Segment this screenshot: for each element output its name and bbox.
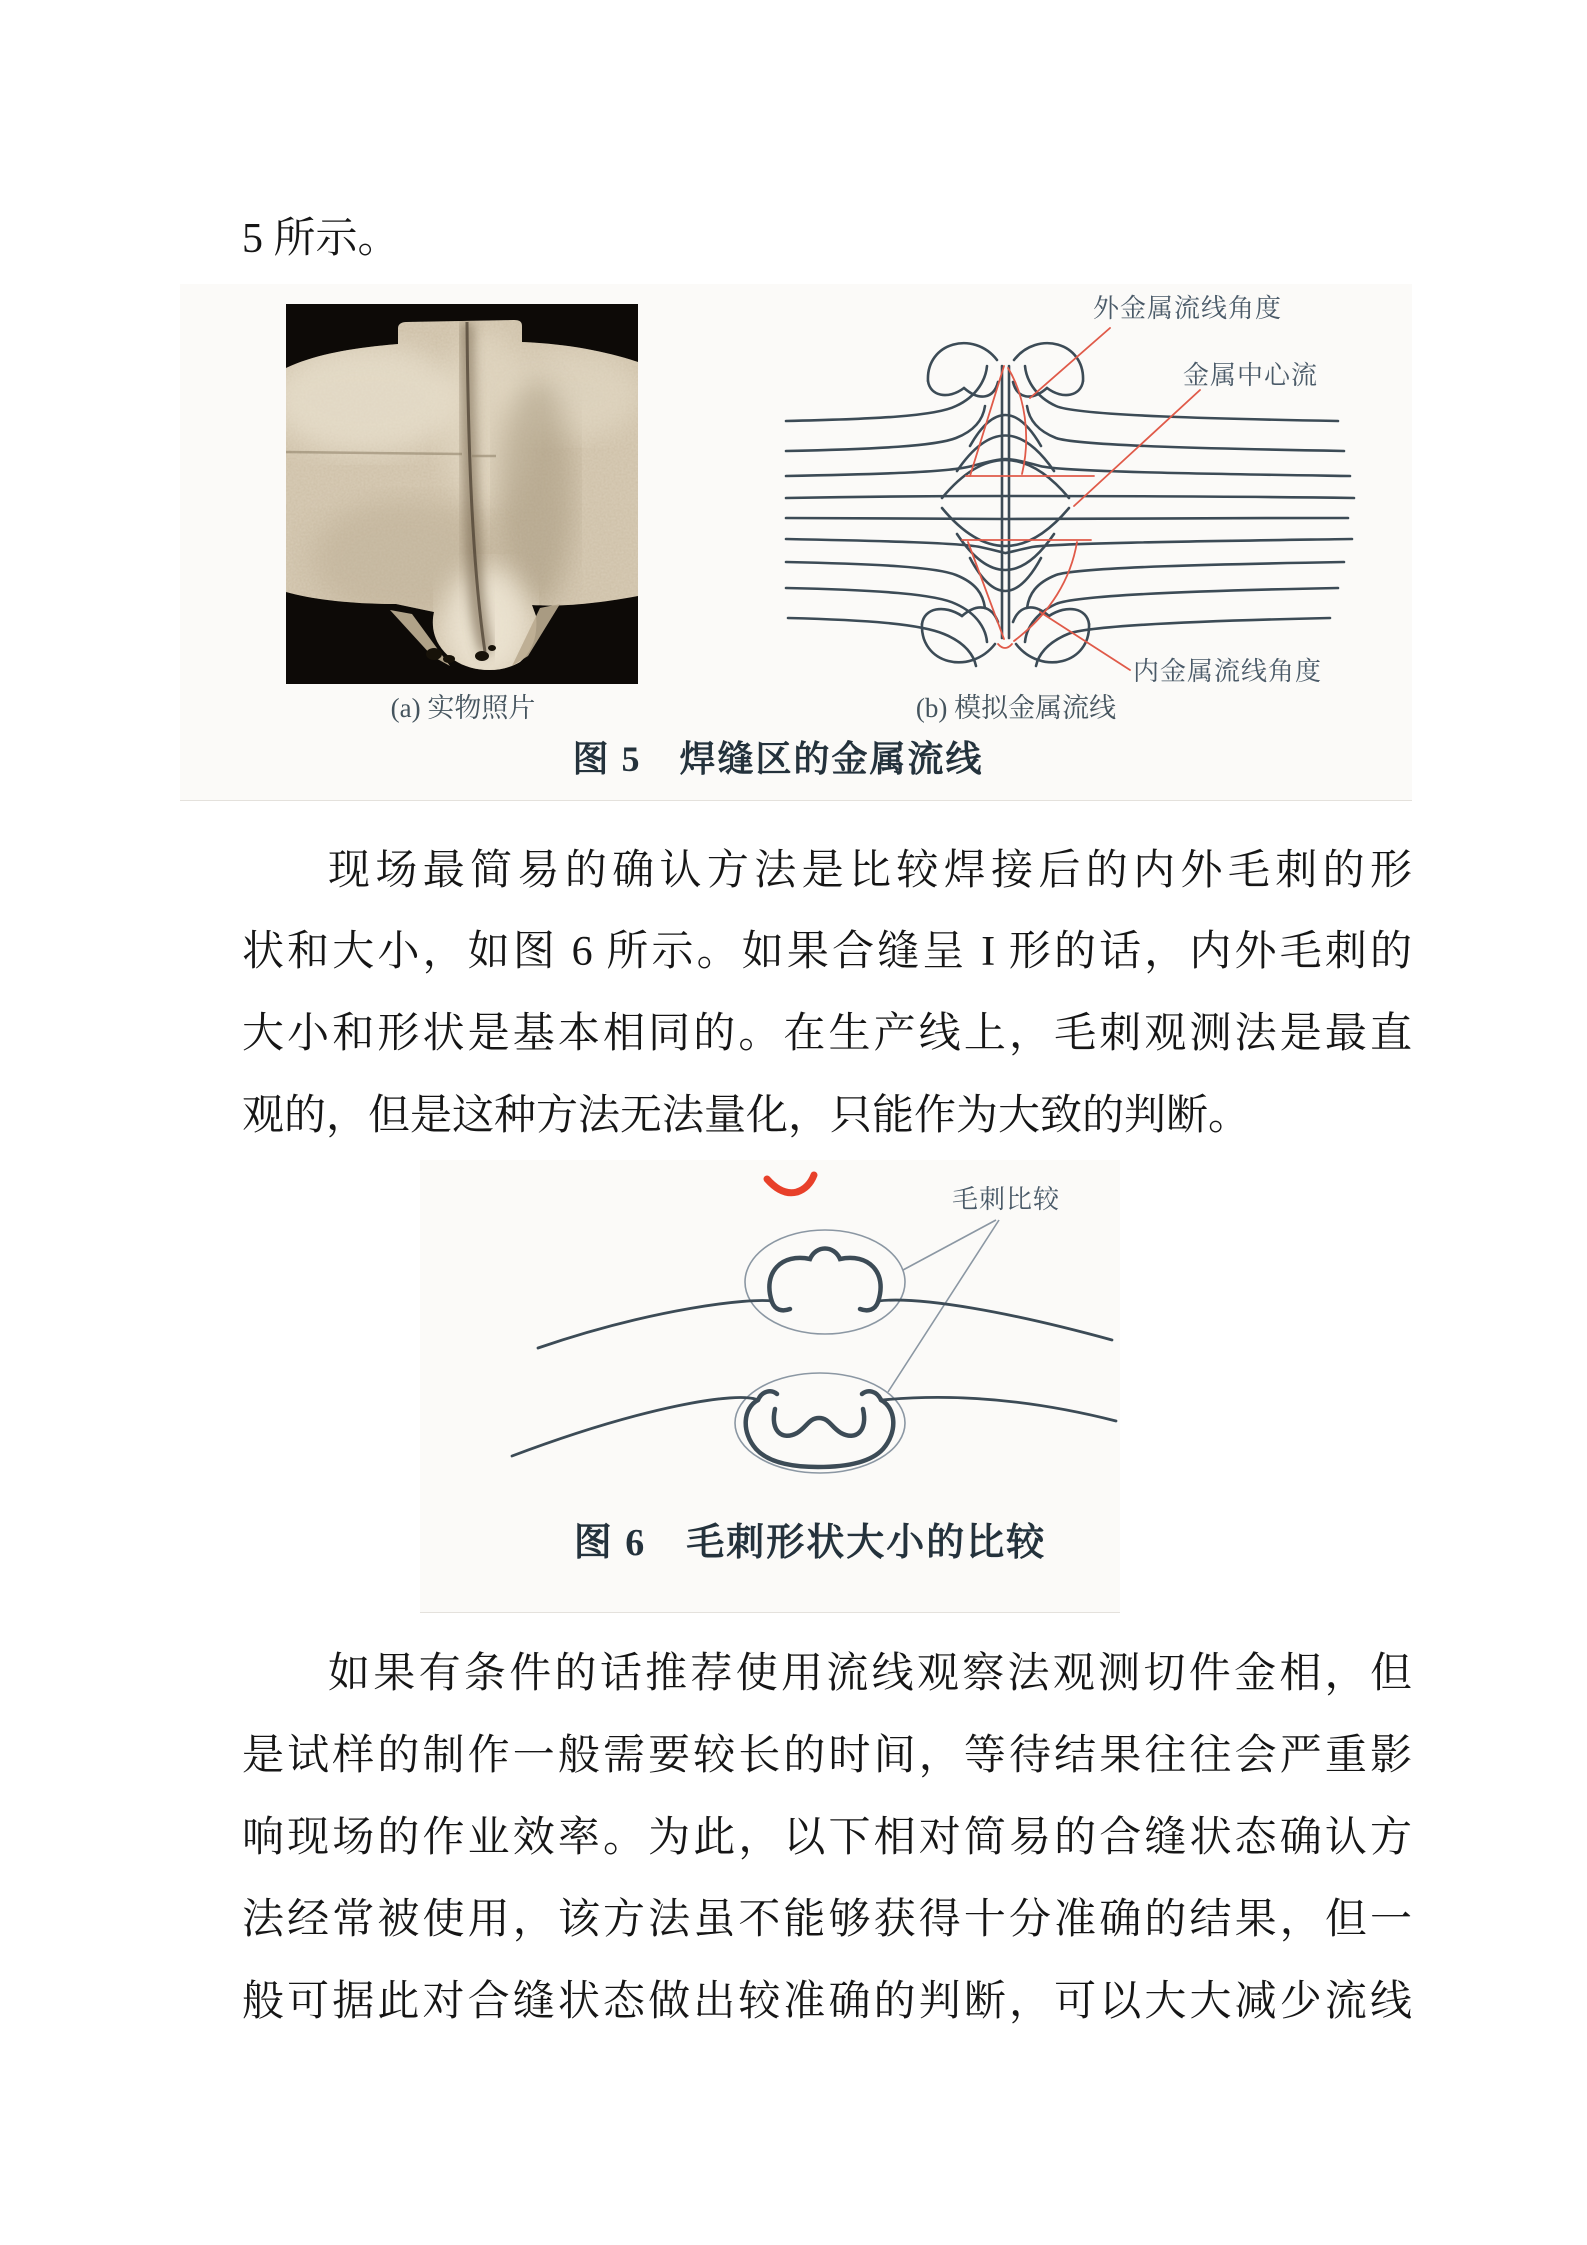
burr-compare-label: 毛刺比较 — [952, 1185, 1061, 1214]
center-flow-label: 金属中心流 — [1183, 361, 1319, 390]
paragraph2-line3: 响现场的作业效率。为此，以下相对简易的合缝状态确认方 — [242, 1815, 1412, 1861]
weld-photo-image — [286, 304, 638, 684]
outer-flow-angle-label: 外金属流线角度 — [1093, 294, 1283, 323]
paragraph2-line2: 是试样的制作一般需要较长的时间，等待结果往往会严重影 — [242, 1733, 1412, 1779]
figure6-block — [420, 1160, 1120, 1613]
intro-line: 5 所示。 — [242, 216, 400, 262]
paragraph2-line1: 如果有条件的话推荐使用流线观察法观测切件金相，但 — [328, 1651, 1412, 1697]
paragraph1-line3: 大小和形状是基本相同的。在生产线上，毛刺观测法是最直 — [242, 1011, 1412, 1057]
paragraph2-line4: 法经常被使用，该方法虽不能够获得十分准确的结果，但一 — [242, 1897, 1412, 1943]
paragraph2-line5: 般可据此对合缝状态做出较准确的判断，可以大大减少流线 — [242, 1979, 1412, 2025]
figure5-block — [180, 284, 1412, 801]
figure6-caption: 图 6 毛刺形状大小的比较 — [573, 1522, 1047, 1564]
paragraph1-line4: 观的，但是这种方法无法量化，只能作为大致的判断。 — [242, 1093, 1251, 1139]
paragraph1-line2: 状和大小，如图 6 所示。如果合缝呈 I 形的话，内外毛刺的 — [242, 929, 1412, 975]
figure5b-caption: (b) 模拟金属流线 — [915, 693, 1117, 723]
paragraph1-line1: 现场最简易的确认方法是比较焊接后的内外毛刺的形 — [328, 848, 1412, 894]
figure5a-caption: (a) 实物照片 — [390, 693, 536, 723]
inner-flow-angle-label: 内金属流线角度 — [1133, 657, 1323, 686]
figure5-caption: 图 5 焊缝区的金属流线 — [572, 739, 984, 779]
red-check-icon — [767, 1175, 814, 1193]
